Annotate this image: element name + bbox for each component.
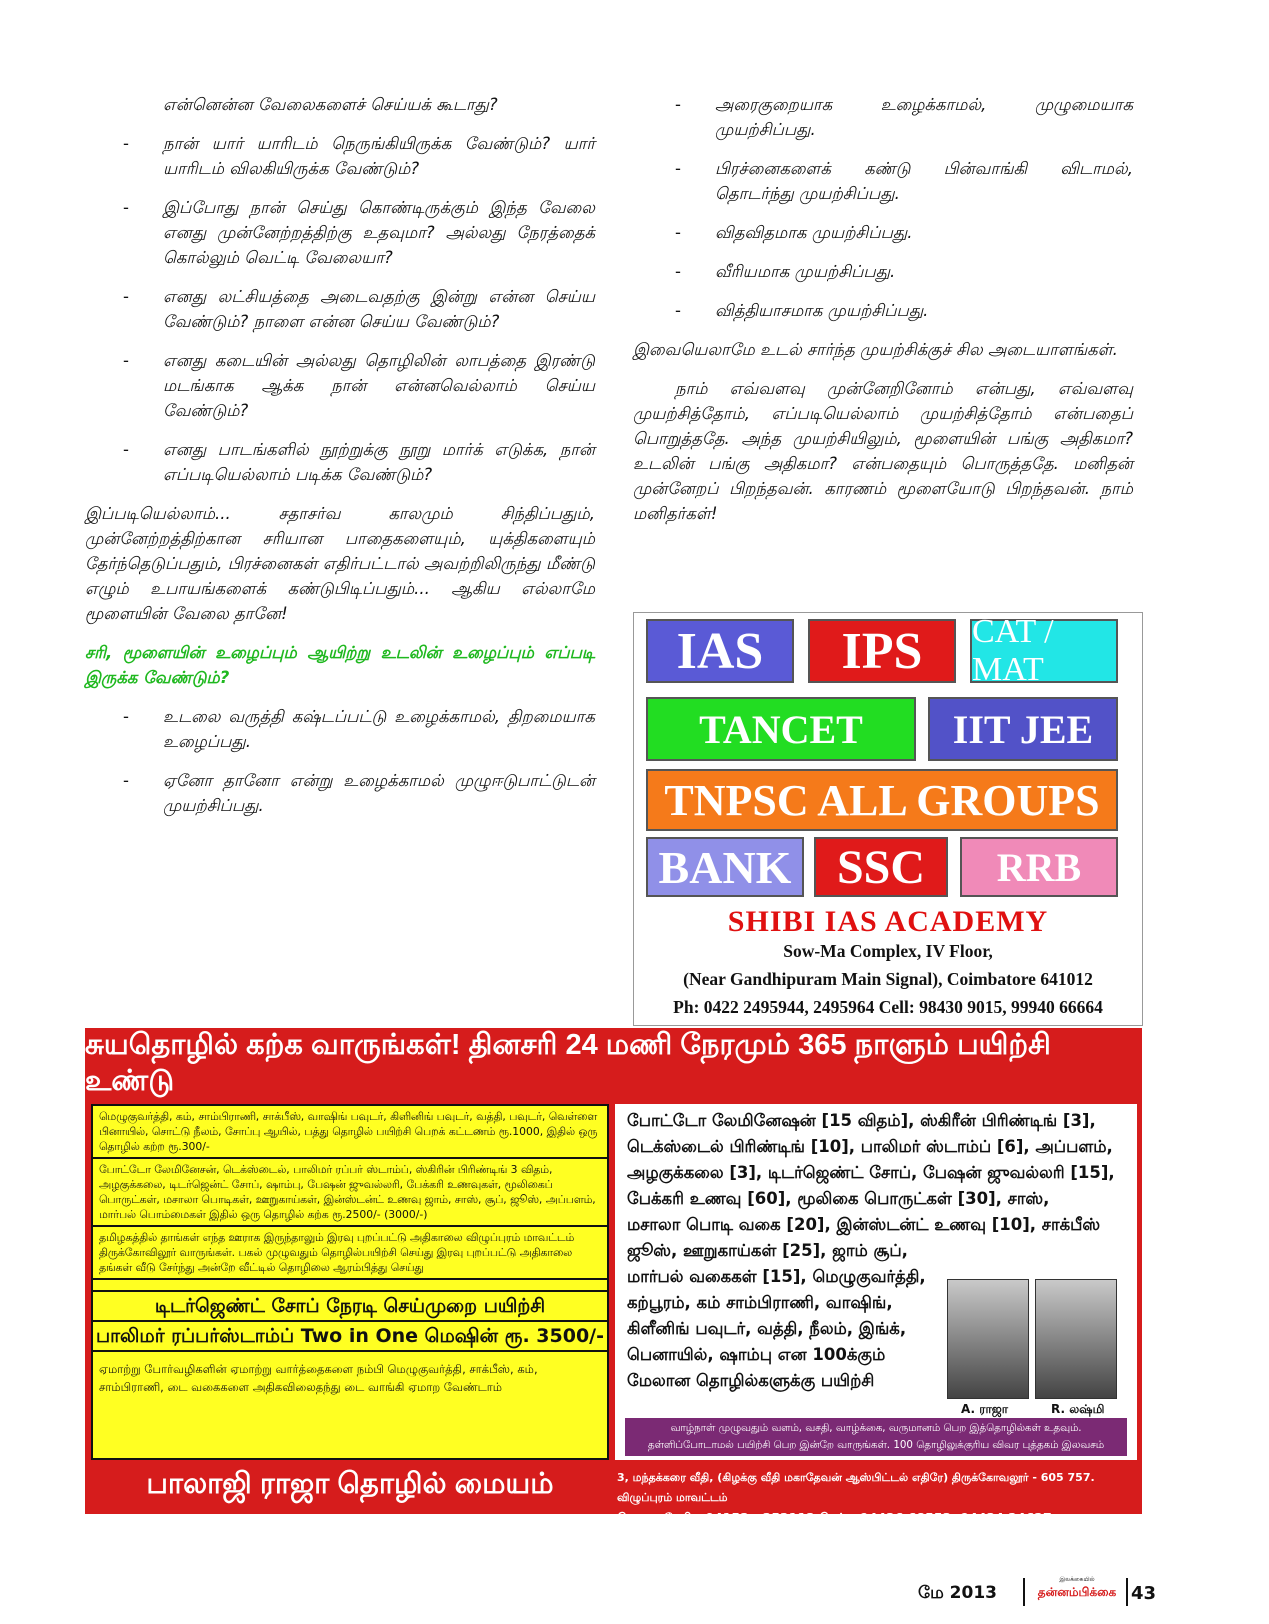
left-bullet-text: எனது கடையின் அல்லது தொழிலின் லாபத்தை இரண்டு மடங்காக ஆக்க நான் என்னவெல்லாம் செய்ய வேண்டும்? xyxy=(163,351,595,420)
right-column xyxy=(633,92,1133,540)
left-bullet-text: எனது லட்சியத்தை அடைவதற்கு இன்று என்ன செய்ய வேண்டும்? நாளை என்ன செய்ய வேண்டும்? xyxy=(163,287,595,331)
left-column xyxy=(85,92,595,832)
course-line: கிளீனிங் பவுடர், வத்தி, நீலம், இங்க், xyxy=(627,1319,907,1338)
right-bullet-item xyxy=(633,156,1133,206)
tile-ias: IAS xyxy=(646,619,794,683)
right-bullet-item xyxy=(633,220,1133,245)
left-bullet-item xyxy=(85,195,595,270)
bullet-dash: - xyxy=(675,301,681,320)
academy-address-2: (Near Gandhipuram Main Signal), Coimbatore 641012 xyxy=(683,969,1093,989)
magazine-logo xyxy=(1032,1576,1122,1600)
bullet-dash: - xyxy=(123,440,129,459)
bullet-dash: - xyxy=(123,287,129,306)
tile-bank: BANK xyxy=(646,837,804,897)
right-bullet-text: விதவிதமாக முயற்சிப்பது. xyxy=(715,223,913,242)
right-paragraph-2: நாம் எவ்வளவு முன்னேறினோம் என்பது, எவ்வளவு முயற்சித்தோம், எப்படியெல்லாம் முயற்சித்தோம் என்பதைப் பொறுத்ததே. அந்த முயற்சியிலும், மூளையின் பங்கு அதிகமா? உடலின் பங்கு அதிகமா? என்பதையும் பொருத்ததே. மனிதன் முன்னேறப் பிறந்தவன். காரணம் மூளையோடு பிறந்தவன். நாம் மனிதர்கள்! xyxy=(633,379,1133,523)
right-bullet-text: பிரச்னைகளைக் கண்டு பின்வாங்கி விடாமல், தொடர்ந்து முயற்சிப்பது. xyxy=(715,159,1133,203)
yellow-heading-2: பாலிமர் ரப்பர்ஸ்டாம்ப் Two in One மெஷின் ரூ. 3500/- xyxy=(93,1322,607,1352)
course-line: கற்பூரம், கம் சாம்பிராணி, வாஷிங், xyxy=(627,1293,893,1312)
academy-name: SHIBI IAS ACADEMY xyxy=(727,905,1049,938)
course-line: மார்பல் வகைகள் [15], மெழுகுவர்த்தி, xyxy=(627,1267,926,1286)
yellow-block-3: தமிழகத்தில் தாங்கள் எந்த ஊராக இருந்தாலும் இரவு புறப்பட்டு அதிகாலை விழுப்புரம் மாவட்டம் திருக்கோவிலூர் வாருங்கள். பகல் முழுவதும் தொழில்பயிற்சி செய்து இரவு புறப்பட்டு அதிகாலை தங்கள் வீடு சேர்ந்து அன்றே வீட்டில் தொழிலை ஆரம்பித்து செய்து xyxy=(93,1227,607,1280)
bullet-dash: - xyxy=(675,95,681,114)
tile-ssc: SSC xyxy=(814,837,948,897)
academy-address-1: Sow-Ma Complex, IV Floor, xyxy=(783,941,993,961)
footer-month: மே 2013 xyxy=(918,1583,997,1603)
person-photo-2 xyxy=(1035,1279,1117,1399)
left-bullet-2-text: உடலை வருத்தி கஷ்டப்பட்டு உழைக்காமல், திறமையாக உழைப்பது. xyxy=(163,707,595,751)
magazine-tagline: இலக்கையில் xyxy=(1059,1576,1095,1583)
course-panel xyxy=(615,1104,1137,1460)
bullet-dash: - xyxy=(123,351,129,370)
bullet-dash: - xyxy=(123,198,129,217)
left-bullet-item xyxy=(85,92,595,117)
left-bullet-item xyxy=(85,348,595,423)
tile-tnpsc: TNPSC ALL GROUPS xyxy=(646,769,1118,831)
course-line: டெக்ஸ்டைல் பிரிண்டிங் [10], பாலிமர் ஸ்டாம்ப் [6], அப்பளம், xyxy=(627,1137,1113,1156)
yellow-warning: ஏமாற்று போர்வழிகளின் ஏமாற்று வார்த்தைகளை நம்பி மெழுகுவர்த்தி, சாக்பீஸ், கம், சாம்பிராணி, டை வகைகளை அதிகவிலைதந்து டை வாங்கி ஏமாற வேண்டாம் xyxy=(99,1362,538,1394)
left-bullet-text: என்னென்ன வேலைகளைச் செய்யக் கூடாது? xyxy=(163,95,498,114)
center-phone: தொலைபேசி : 04153 - 252113 செல் : 94436 68553, 94424 24627 xyxy=(617,1510,1052,1525)
trade-footer xyxy=(85,1464,1142,1525)
right-bullet-item xyxy=(633,298,1133,323)
left-bullet-item xyxy=(85,131,595,181)
bullet-dash xyxy=(85,92,163,117)
course-line: அழகுக்கலை [3], டிடர்ஜெண்ட் சோப், பேஷன் ஜுவல்லரி [15], xyxy=(627,1163,1115,1182)
tile-tancet: TANCET xyxy=(646,697,916,761)
left-bullet-item xyxy=(85,284,595,334)
course-line: பெனாயில், ஷாம்பு என 100க்கும் xyxy=(627,1345,886,1364)
bullet-dash: - xyxy=(123,707,129,726)
academy-phone: Ph: 0422 2495944, 2495964 Cell: 98430 9015, 99940 66664 xyxy=(673,997,1103,1017)
left-bullet-2-item xyxy=(85,704,595,754)
page-number: 43 xyxy=(1131,1583,1157,1604)
center-address: 3, மந்தக்கரை வீதி, (கிழக்கு வீதி மகாதேவன் ஆஸ்பிட்டல் எதிரே) திருக்கோவலூர் - 605 757. விழுப்புரம் மாவட்டம் xyxy=(617,1471,1095,1504)
course-line: மேலான தொழில்களுக்கு பயிற்சி xyxy=(627,1371,875,1390)
bullet-dash: - xyxy=(123,134,129,153)
person-name-2: R. லஷ்மி xyxy=(1051,1402,1105,1416)
left-paragraph: இப்படியெல்லாம்... சதாசர்வ காலமும் சிந்திப்பதும், முன்னேற்றத்திற்கான சரியான பாதைகளையும், யுக்திகளையும் தேர்ந்தெடுப்பதும், பிரச்னைகள் எதிர்பட்டால் அவற்றிலிருந்து மீண்டு எழும் உபாயங்களைக் கண்டுபிடிப்பதும்... ஆகிய எல்லாமே மூளையின் வேலை தானே! xyxy=(85,504,595,623)
tile-ips: IPS xyxy=(808,619,956,683)
right-bullet-item xyxy=(633,259,1133,284)
bullet-dash: - xyxy=(675,223,681,242)
green-question: சரி, மூளையின் உழைப்பும் ஆயிற்று உடலின் உழைப்பும் எப்படி இருக்க வேண்டும்? xyxy=(85,643,595,687)
left-bullet-text: இப்போது நான் செய்து கொண்டிருக்கும் இந்த வேலை எனது முன்னேற்றத்திற்கு உதவுமா? அல்லது நேரத்தைக் கொல்லும் வெட்டி வேலையா? xyxy=(163,198,595,267)
magazine-name: தன்னம்பிக்கை xyxy=(1037,1585,1117,1599)
left-bullet-text: நான் யார் யாரிடம் நெருங்கியிருக்க வேண்டும்? யார் யாரிடம் விலகியிருக்க வேண்டும்? xyxy=(163,134,595,178)
yellow-block-1: மெழுகுவர்த்தி, கம், சாம்பிராணி, சாக்பீஸ், வாஷிங் பவுடர், கிளினிங் பவுடர், வத்தி, பவுடர், வெள்ளை பினாயில், சொட்டு நீலம், சோப்பு ஆயில், பத்து தொழில் பயிற்சி பெறக் கட்டணம் ரூ.1000, இதில் ஒரு தொழில் கற்ற ரூ.300/- xyxy=(93,1106,607,1159)
course-line: போட்டோ லேமினேஷன் [15 விதம்], ஸ்கிரீன் பிரிண்டிங் [3], xyxy=(627,1111,1096,1130)
bullet-dash: - xyxy=(675,262,681,281)
right-paragraph-1: இவையெலாமே உடல் சார்ந்த முயற்சிக்குச் சில அடையாளங்கள். xyxy=(633,340,1118,359)
trade-banner: சுயதொழில் கற்க வாருங்கள்! தினசரி 24 மணி நேரமும் 365 நாளும் பயிற்சி உண்டு xyxy=(85,1029,1051,1097)
footer-divider xyxy=(1023,1578,1025,1606)
bullet-dash: - xyxy=(123,771,129,790)
left-bullet-item xyxy=(85,437,595,487)
course-line: ஜூஸ், ஊறுகாய்கள் [25], ஜாம் சூப், xyxy=(627,1241,908,1260)
right-bullet-text: வீரியமாக முயற்சிப்பது. xyxy=(715,262,896,281)
trade-ad xyxy=(85,1028,1142,1525)
right-bullet-text: அரைகுறையாக உழைக்காமல், முழுமையாக முயற்சிப்பது. xyxy=(715,95,1133,139)
left-bullet-list xyxy=(85,92,595,487)
person-name-1: A. ராஜா xyxy=(961,1402,1008,1416)
person-photo-1 xyxy=(947,1279,1029,1399)
bullet-dash: - xyxy=(675,159,681,178)
footer-divider-2 xyxy=(1126,1578,1128,1606)
course-line: மசாலா பொடி வகை [20], இன்ஸ்டன்ட் உணவு [10], சாக்பீஸ் xyxy=(627,1215,1101,1234)
left-bullet-2-text: ஏனோ தானோ என்று உழைக்காமல் முழுஈடுபாட்டுடன் முயற்சிப்பது. xyxy=(163,771,595,815)
purple-line-1: வாழ்நாள் முழுவதும் வளம், வசதி, வாழ்க்கை, வருமானம் பெற இத்தொழில்கள் உதவும். xyxy=(670,1422,1082,1434)
yellow-block-2: போட்டோ லேமினேசன், டெக்ஸ்டைல், பாலிமர் ரப்பர் ஸ்டாம்ப், ஸ்கிரின் பிரிண்டிங் 3 விதம், அழகுக்கலை, டிடர்ஜென்ட் சோப், ஷாம்பு, பேஷன் ஜுவல்லரி, பேக்கரி உணவுகள், மூலிகைப் பொருட்கள், மசாலா பொடிகள், ஊறுகாய்கள், இன்ஸ்டன்ட் உணவு ஜாம், சாஸ், சூப், ஜூஸ், அப்பளம், மார்பல் பொம்மைகள் இதில் ஒரு தொழில் கற்க ரூ.2500/- (3000/-) xyxy=(93,1159,607,1227)
tile-rrb: RRB xyxy=(960,837,1118,897)
right-bullet-item xyxy=(633,92,1133,142)
course-line: பேக்கரி உணவு [60], மூலிகை பொருட்கள் [30], சாஸ், xyxy=(627,1189,1050,1208)
academy-ad xyxy=(633,612,1143,1026)
left-bullet-2-item xyxy=(85,768,595,818)
right-bullet-text: வித்தியாசமாக முயற்சிப்பது. xyxy=(715,301,929,320)
center-address-block xyxy=(617,1468,1137,1528)
left-bullet-list-2 xyxy=(85,704,595,818)
purple-line-2: தள்ளிப்போடாமல் பயிற்சி பெற இன்றே வாருங்கள். 100 தொழிலுக்குரிய விவர புத்தகம் இலவசம் xyxy=(647,1439,1105,1451)
center-name: பாலாஜி ராஜா தொழில் மையம் xyxy=(146,1468,554,1500)
yellow-panel xyxy=(91,1104,609,1460)
right-bullet-list xyxy=(633,92,1133,323)
yellow-heading-1: டிடர்ஜெண்ட் சோப் நேரடி செய்முறை பயிற்சி xyxy=(93,1290,607,1322)
tile-cat-mat: CAT / MAT xyxy=(970,619,1118,683)
tile-iit-jee: IIT JEE xyxy=(928,697,1118,761)
purple-note xyxy=(625,1418,1127,1456)
left-bullet-text: எனது பாடங்களில் நூற்றுக்கு நூறு மார்க் எடுக்க, நான் எப்படியெல்லாம் படிக்க வேண்டும்? xyxy=(163,440,595,484)
